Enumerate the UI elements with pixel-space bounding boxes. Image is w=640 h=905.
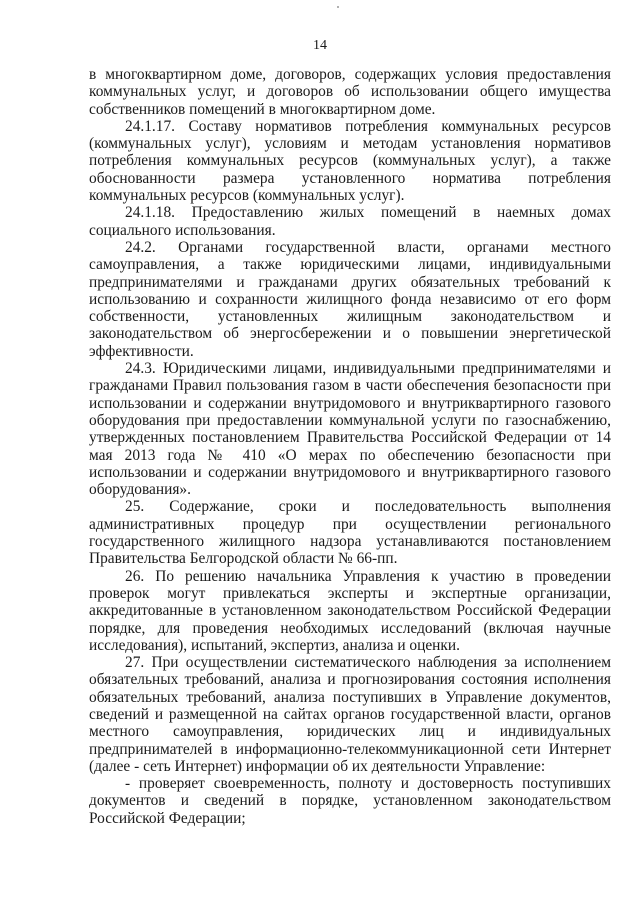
paragraph-24-1-17: 24.1.17. Составу нормативов потребления коммунальных ресурсов (коммунальных услуг), условиям и методам установления нормативов потребления коммунальных ресурсов (коммунальных услуг), а также обоснованности размера установленного норматива потребления коммунальных ресурсов (коммунальных услуг).: [89, 117, 611, 205]
paragraph-25: 25. Содержание, сроки и последовательность выполнения административных процедур при осуществлении регионального государственного жилищного надзора устанавливаются постановлением Правительства Белгородской области № 66-пп.: [89, 498, 611, 568]
paragraph-27: 27. При осуществлении систематического наблюдения за исполнением обязательных требований, анализа и прогнозирования состояния исполнения обязательных требований, анализа поступивших в Управление документов, сведений и размещенной на сайтах органов государственной власти, органов местного самоуправления, юридических лиц и индивидуальных предпринимателей в информационно-телекоммуникационной сети Интернет (далее - сеть Интернет) информации об их деятельности Управление:: [89, 654, 611, 775]
paragraph-continuation: в многоквартирном доме, договоров, содержащих условия предоставления коммунальных услуг, и договоров об использовании общего имущества собственников помещений в многоквартирном доме.: [89, 66, 611, 118]
document-body: [89, 66, 611, 827]
scan-artifact-dot: [337, 6, 339, 8]
page-number: 14: [313, 38, 327, 53]
paragraph-24-3: 24.3. Юридическими лицами, индивидуальными предпринимателями и гражданами Правил пользования газом в части обеспечения безопасности при использовании и содержании внутридомового и внутриквартирного газового оборудования при предоставлении коммунальной услуги по газоснабжению, утвержденных постановлением Правительства Российской Федерации от 14 мая 2013 года № 410 «О мерах по обеспечению безопасности при использовании и содержании внутридомового и внутриквартирного газового оборудования».: [89, 360, 611, 499]
paragraph-26: 26. По решению начальника Управления к участию в проведении проверок могут привлекаться эксперты и экспертные организации, аккредитованные в установленном законодательством Российской Федерации порядке, для проведения необходимых исследований (включая научные исследования), испытаний, экспертиз, анализа и оценки.: [89, 567, 611, 654]
paragraph-24-1-18: 24.1.18. Предоставлению жилых помещений в наемных домах социального использования.: [89, 204, 611, 239]
paragraph-24-2: 24.2. Органами государственной власти, органами местного самоуправления, а также юридическими лицами, индивидуальными предпринимателями и гражданами других обязательных требований к использованию и сохранности жилищного фонда независимо от его форм собственности, установленных жилищным законодательством и законодательством об энергосбережении и о повышении энергетической эффективности.: [89, 238, 611, 360]
list-item-verification: - проверяет своевременность, полноту и достоверность поступивших документов и сведений в порядке, установленном законодательством Российской Федерации;: [89, 775, 611, 827]
